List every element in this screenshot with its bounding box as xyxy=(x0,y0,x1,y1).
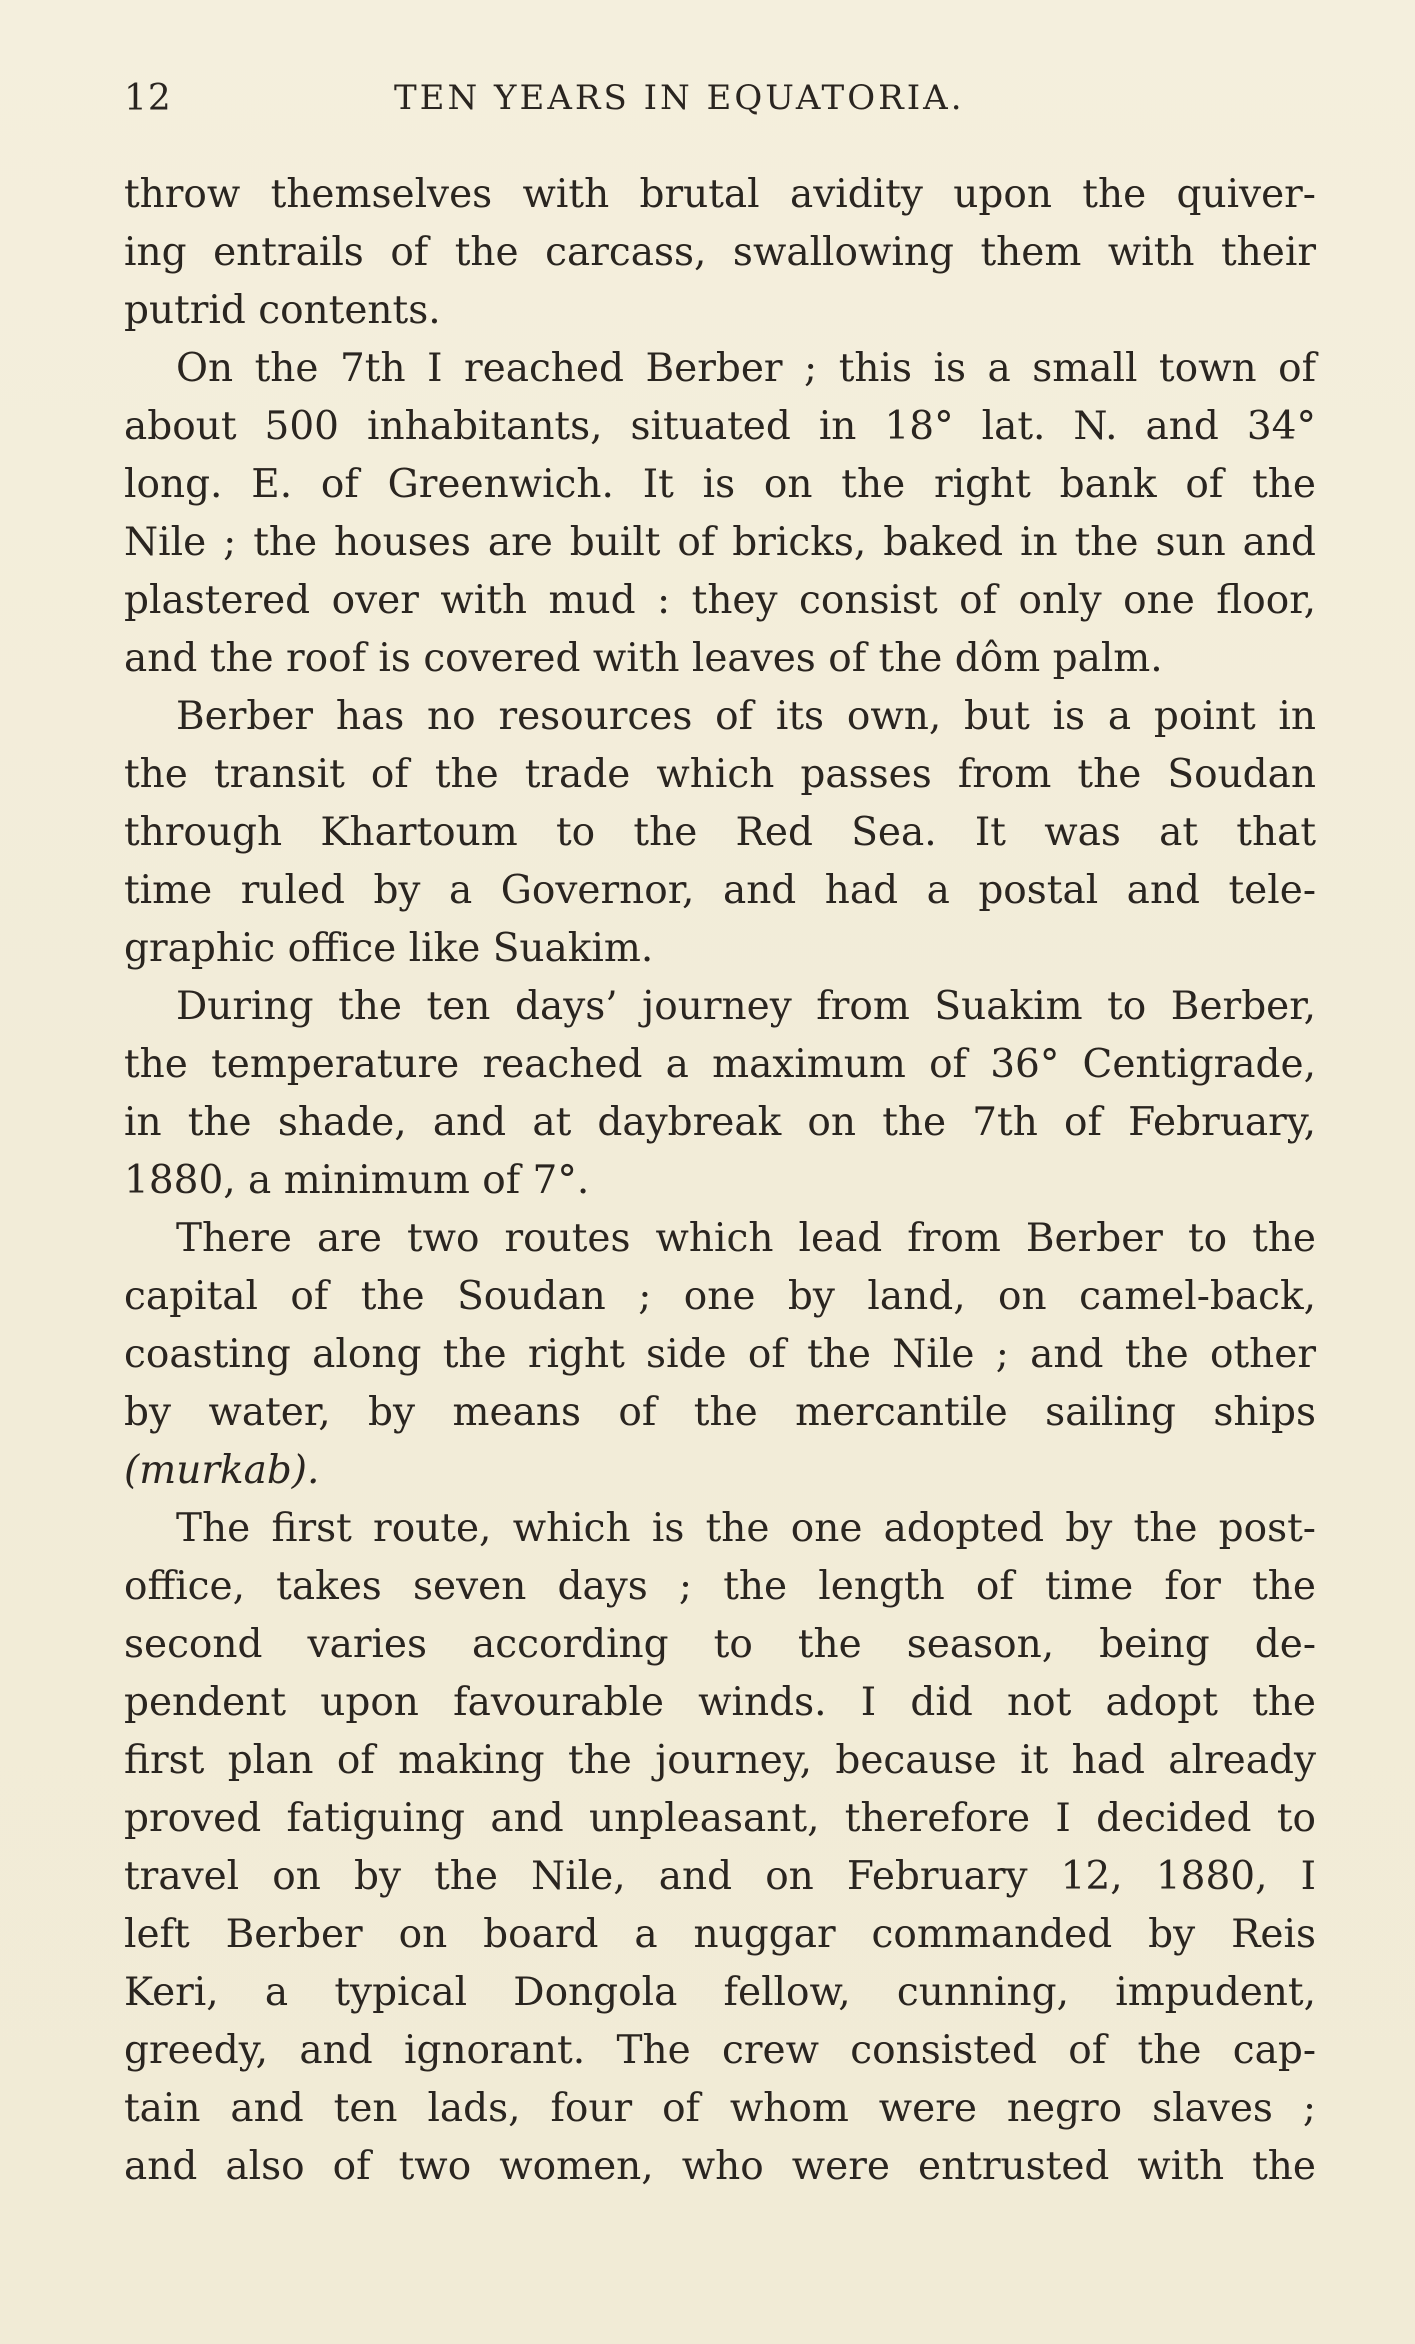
text-line: putrid contents. xyxy=(124,288,441,333)
text-line: There are two routes which lead from Berber to the xyxy=(176,1216,1316,1261)
text-line: 1880, a minimum of 7°. xyxy=(124,1158,590,1203)
page-number: 12 xyxy=(124,78,172,119)
text-line: first plan of making the journey, because it had already xyxy=(124,1738,1316,1783)
text-line: During the ten days’ journey from Suakim to Berber, xyxy=(176,984,1316,1029)
text-line: pendent upon favourable winds. I did not adopt the xyxy=(124,1680,1316,1725)
text-line: second varies according to the season, being de- xyxy=(124,1622,1316,1667)
running-title: TEN YEARS IN EQUATORIA. xyxy=(394,78,965,118)
body-text xyxy=(124,166,1316,2196)
text-line: coasting along the right side of the Nile ; and the other xyxy=(124,1332,1316,1377)
text-line: about 500 inhabitants, situated in 18° lat. N. and 34° xyxy=(124,404,1316,449)
text-line: proved fatiguing and unpleasant, therefore I decided to xyxy=(124,1796,1316,1841)
text-line: tain and ten lads, four of whom were negro slaves ; xyxy=(124,2086,1316,2131)
text-line: plastered over with mud : they consist of only one floor, xyxy=(124,578,1316,623)
page-header xyxy=(124,78,1310,128)
text-line: the transit of the trade which passes from the Soudan xyxy=(124,752,1316,797)
text-line: left Berber on board a nuggar commanded by Reis xyxy=(124,1912,1316,1957)
text-line: The first route, which is the one adopted by the post- xyxy=(176,1506,1316,1551)
text-line: greedy, and ignorant. The crew consisted of the cap- xyxy=(124,2028,1316,2073)
text-line: Nile ; the houses are built of bricks, baked in the sun and xyxy=(124,520,1316,565)
text-line: capital of the Soudan ; one by land, on camel-back, xyxy=(124,1274,1316,1319)
text-line: long. E. of Greenwich. It is on the right bank of the xyxy=(124,462,1316,507)
text-line: in the shade, and at daybreak on the 7th of February, xyxy=(124,1100,1316,1145)
text-line: and the roof is covered with leaves of the dôm palm. xyxy=(124,636,1163,681)
text-line: and also of two women, who were entrusted with the xyxy=(124,2144,1316,2189)
text-line: through Khartoum to the Red Sea. It was at that xyxy=(124,810,1316,855)
text-line: On the 7th I reached Berber ; this is a small town of xyxy=(176,346,1316,391)
text-line: by water, by means of the mercantile sailing ships xyxy=(124,1390,1316,1435)
text-line: Berber has no resources of its own, but is a point in xyxy=(176,694,1316,739)
text-line: throw themselves with brutal avidity upon the quiver- xyxy=(124,172,1316,217)
text-line: ing entrails of the carcass, swallowing them with their xyxy=(124,230,1316,275)
text-line: travel on by the Nile, and on February 12, 1880, I xyxy=(124,1854,1316,1899)
text-line: time ruled by a Governor, and had a postal and tele- xyxy=(124,868,1316,913)
text-line: the temperature reached a maximum of 36° Centigrade, xyxy=(124,1042,1316,1087)
text-line: office, takes seven days ; the length of time for the xyxy=(124,1564,1316,1609)
italic-term: (murkab). xyxy=(124,1448,320,1493)
text-line: Keri, a typical Dongola fellow, cunning, impudent, xyxy=(124,1970,1316,2015)
text-line: graphic office like Suakim. xyxy=(124,926,654,971)
text-line-italic xyxy=(124,1442,1316,1500)
